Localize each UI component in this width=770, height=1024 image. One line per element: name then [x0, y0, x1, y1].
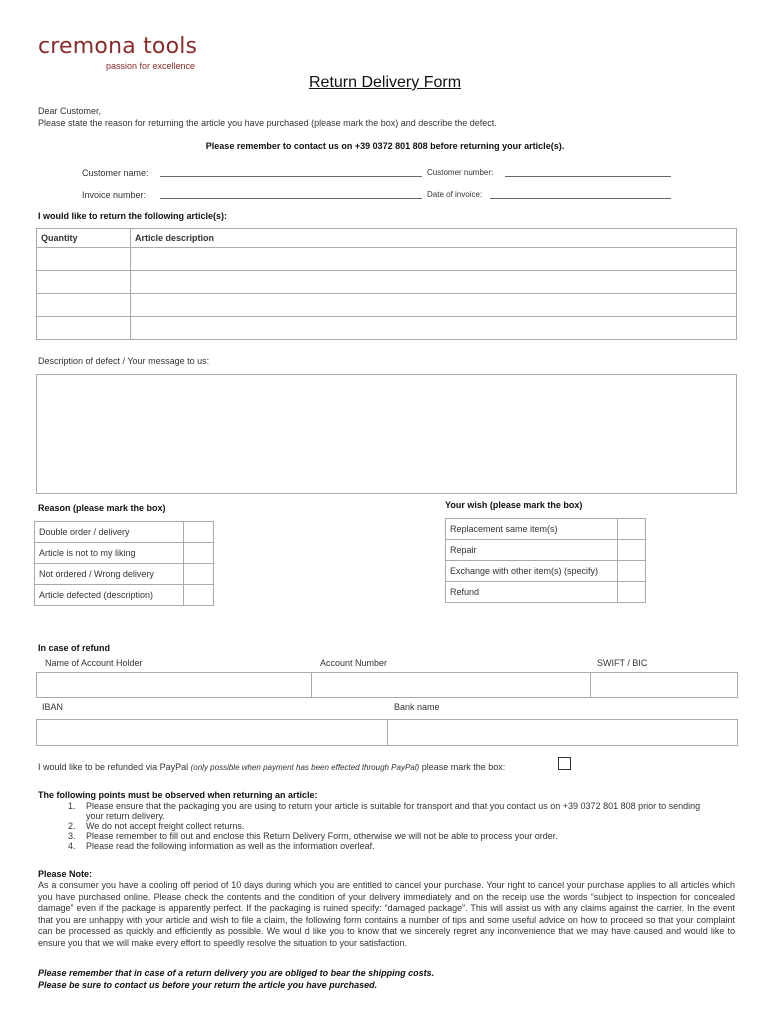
page-title: Return Delivery Form [308, 74, 462, 91]
greeting: Dear Customer, [38, 106, 102, 116]
reason-checkbox[interactable] [184, 522, 214, 543]
wish-row [446, 519, 646, 540]
description-cell[interactable] [131, 294, 737, 317]
date-of-invoice-label: Date of invoice: [427, 190, 483, 199]
defect-textarea[interactable] [36, 374, 737, 494]
paypal-line [38, 762, 505, 772]
date-of-invoice-field[interactable] [490, 189, 671, 199]
note-footer-contact: Please be sure to contact us before your return the article you have purchased. [38, 980, 378, 990]
wish-option: Refund [446, 582, 618, 603]
wish-checkbox[interactable] [618, 519, 646, 540]
reason-option: Article defected (description) [35, 585, 184, 606]
points-list [38, 801, 718, 851]
contact-note: Please remember to contact us on +39 0372 801 808 before returning your article(s). [205, 141, 565, 151]
wish-checkbox[interactable] [618, 540, 646, 561]
account-holder-label: Name of Account Holder [45, 658, 143, 668]
swift-field[interactable] [590, 672, 738, 698]
swift-label: SWIFT / BIC [597, 658, 648, 668]
reason-row [35, 522, 214, 543]
wish-checkbox[interactable] [618, 561, 646, 582]
description-cell[interactable] [131, 271, 737, 294]
reason-table [34, 521, 214, 606]
paypal-suffix: please mark the box: [421, 762, 506, 772]
account-number-label: Account Number [320, 658, 388, 668]
reason-row [35, 585, 214, 606]
description-cell[interactable] [131, 248, 737, 271]
description-cell[interactable] [131, 317, 737, 340]
reason-checkbox[interactable] [184, 585, 214, 606]
account-number-field[interactable] [311, 672, 591, 698]
wish-row [446, 561, 646, 582]
note-body: As a consumer you have a cooling off period of 10 days during which you are entitled to cancel your purchase. Your right to cancel your purchase applies to all articles which you have purchased online. Please check the contents and the condition of your delivery immediately and on the receip use the words “subject to inspection for concealed damage” even if the package is apparently perfect. If the packaging is ruined specify: “damaged package”. This will assist us with any claims against the carrier. In the event that you are unhappy with your article and wish to file a claim, the following form contains a number of tips and some useful advice on how to proceed so that your complaint can be processed as quickly and efficiently as possible. We woul d like you to know that we sincerely regret any inconvenience that we may have caused and would like to ensure you that we will make every effort to speedly resolve the situation to your satisfaction. [38, 880, 735, 948]
wish-table [445, 518, 646, 603]
brand-tagline: passion for excellence [106, 61, 196, 71]
reason-option: Not ordered / Wrong delivery [35, 564, 184, 585]
quantity-header: Quantity [37, 229, 131, 248]
reason-option: Double order / delivery [35, 522, 184, 543]
iban-label: IBAN [42, 702, 64, 712]
reason-option: Article is not to my liking [35, 543, 184, 564]
wish-option: Replacement same item(s) [446, 519, 618, 540]
wish-option: Repair [446, 540, 618, 561]
paypal-checkbox[interactable] [558, 757, 571, 770]
table-row [37, 294, 737, 317]
customer-number-label: Customer number: [427, 168, 494, 177]
defect-label: Description of defect / Your message to us: [38, 356, 210, 366]
paypal-prefix: I would like to be refunded via PayPal [38, 762, 189, 772]
invoice-number-field[interactable] [160, 189, 422, 199]
table-row [37, 248, 737, 271]
table-row [37, 317, 737, 340]
list-item: 1. Please ensure that the packaging you are using to return your article is suitable for transport and that you contact us on +39 0372 801 808 prior to sending your return delivery. [78, 801, 718, 821]
list-item: 4. Please read the following information as well as the information overleaf. [78, 841, 718, 851]
wish-heading: Your wish (please mark the box) [445, 500, 583, 510]
table-row [37, 271, 737, 294]
articles-heading: I would like to return the following article(s): [38, 211, 228, 221]
brand-logo: cremona tools [38, 34, 198, 59]
list-item: 3. Please remember to fill out and enclose this Return Delivery Form, otherwise we will not be able to process your order. [78, 831, 718, 841]
bank-name-label: Bank name [394, 702, 440, 712]
note-footer-shipping: Please remember that in case of a return delivery you are obliged to bear the shipping costs. [38, 968, 435, 978]
wish-option: Exchange with other item(s) (specify) [446, 561, 618, 582]
reason-checkbox[interactable] [184, 564, 214, 585]
description-header: Article description [131, 229, 737, 248]
points-heading: The following points must be observed when returning an article: [38, 790, 318, 800]
wish-checkbox[interactable] [618, 582, 646, 603]
refund-heading: In case of refund [38, 643, 111, 653]
iban-field[interactable] [36, 719, 388, 746]
wish-row [446, 540, 646, 561]
customer-number-field[interactable] [505, 167, 671, 177]
paypal-note: (only possible when payment has been effected through PayPal) [190, 763, 420, 772]
list-item: 2. We do not accept freight collect returns. [78, 821, 718, 831]
reason-checkbox[interactable] [184, 543, 214, 564]
bank-name-field[interactable] [387, 719, 738, 746]
articles-table [36, 228, 737, 340]
customer-name-label: Customer name: [82, 168, 149, 178]
quantity-cell[interactable] [37, 294, 131, 317]
note-heading: Please Note: [38, 869, 93, 879]
account-holder-field[interactable] [36, 672, 312, 698]
reason-heading: Reason (please mark the box) [38, 503, 166, 513]
instruction-text: Please state the reason for returning the article you have purchased (please mark the box) and describe the defect. [38, 118, 497, 128]
customer-name-field[interactable] [160, 167, 422, 177]
quantity-cell[interactable] [37, 317, 131, 340]
invoice-number-label: Invoice number: [82, 190, 147, 200]
quantity-cell[interactable] [37, 248, 131, 271]
reason-row [35, 543, 214, 564]
points-list-wrap [38, 801, 718, 851]
quantity-cell[interactable] [37, 271, 131, 294]
wish-row [446, 582, 646, 603]
reason-row [35, 564, 214, 585]
